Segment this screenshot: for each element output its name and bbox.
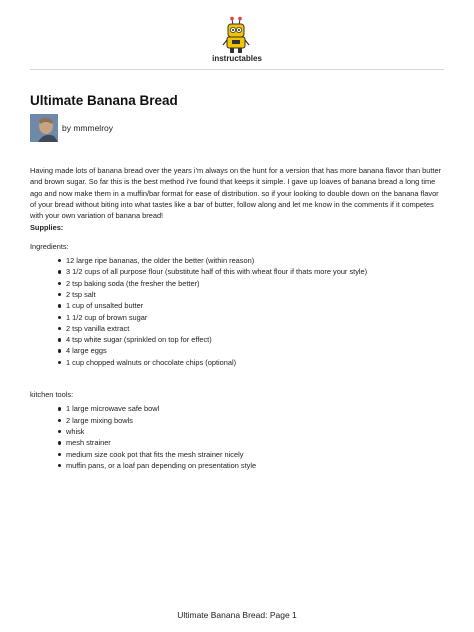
list-item: 12 large ripe bananas, the older the better (within reason) bbox=[66, 255, 445, 266]
instructables-robot-icon[interactable] bbox=[221, 16, 251, 56]
list-item: muffin pans, or a loaf pan depending on presentation style bbox=[66, 460, 445, 471]
intro-paragraph: Having made lots of banana bread over the years i'm always on the hunt for a version that has more banana flavor than butter and brown sugar. So far this is the best method i've found that keeps it simple. I gave up loaves of banana bread a long time ago and now make them in a muffin/bar format for ease of distribution. so if your looking to double down on the banana flavor of your bread without biting into what tastes like a bar of butter, follow along and let me know in the comments if it competes with your own variation of banana bread! bbox=[30, 166, 442, 221]
list-item: 2 large mixing bowls bbox=[66, 415, 445, 426]
brand-name[interactable]: instructables bbox=[212, 54, 262, 63]
list-item: 1 1/2 cup of brown sugar bbox=[66, 312, 445, 323]
list-item: 2 tsp salt bbox=[66, 289, 445, 300]
list-item: 2 tsp vanilla extract bbox=[66, 323, 445, 334]
ingredients-list bbox=[30, 255, 445, 368]
list-item: medium size cook pot that fits the mesh strainer nicely bbox=[66, 449, 445, 460]
page-footer: Ultimate Banana Bread: Page 1 bbox=[177, 610, 297, 620]
article-title: Ultimate Banana Bread bbox=[30, 93, 178, 108]
page-header bbox=[0, 0, 474, 70]
list-item: 3 1/2 cups of all purpose flour (substitute half of this with wheat flour if thats more your style) bbox=[66, 266, 445, 277]
section-spacer bbox=[30, 368, 445, 382]
list-item: mesh strainer bbox=[66, 437, 445, 448]
supplies-heading: Supplies: bbox=[30, 223, 64, 233]
list-item: 4 tsp white sugar (sprinkled on top for effect) bbox=[66, 334, 445, 345]
list-item: 1 large microwave safe bowl bbox=[66, 403, 445, 414]
author-avatar[interactable] bbox=[30, 114, 58, 142]
author-byline[interactable]: by mmmelroy bbox=[62, 123, 114, 133]
ingredients-label: Ingredients: bbox=[30, 241, 69, 251]
list-item: 4 large eggs bbox=[66, 345, 445, 356]
list-item: 2 tsp baking soda (the fresher the better) bbox=[66, 278, 445, 289]
article-body bbox=[30, 165, 445, 471]
list-item: 1 cup of unsalted butter bbox=[66, 300, 445, 311]
list-item: whisk bbox=[66, 426, 445, 437]
tools-list bbox=[30, 403, 445, 471]
list-item: 1 cup chopped walnuts or chocolate chips (optional) bbox=[66, 357, 445, 368]
tools-label: kitchen tools: bbox=[30, 390, 74, 400]
header-divider bbox=[30, 69, 444, 70]
